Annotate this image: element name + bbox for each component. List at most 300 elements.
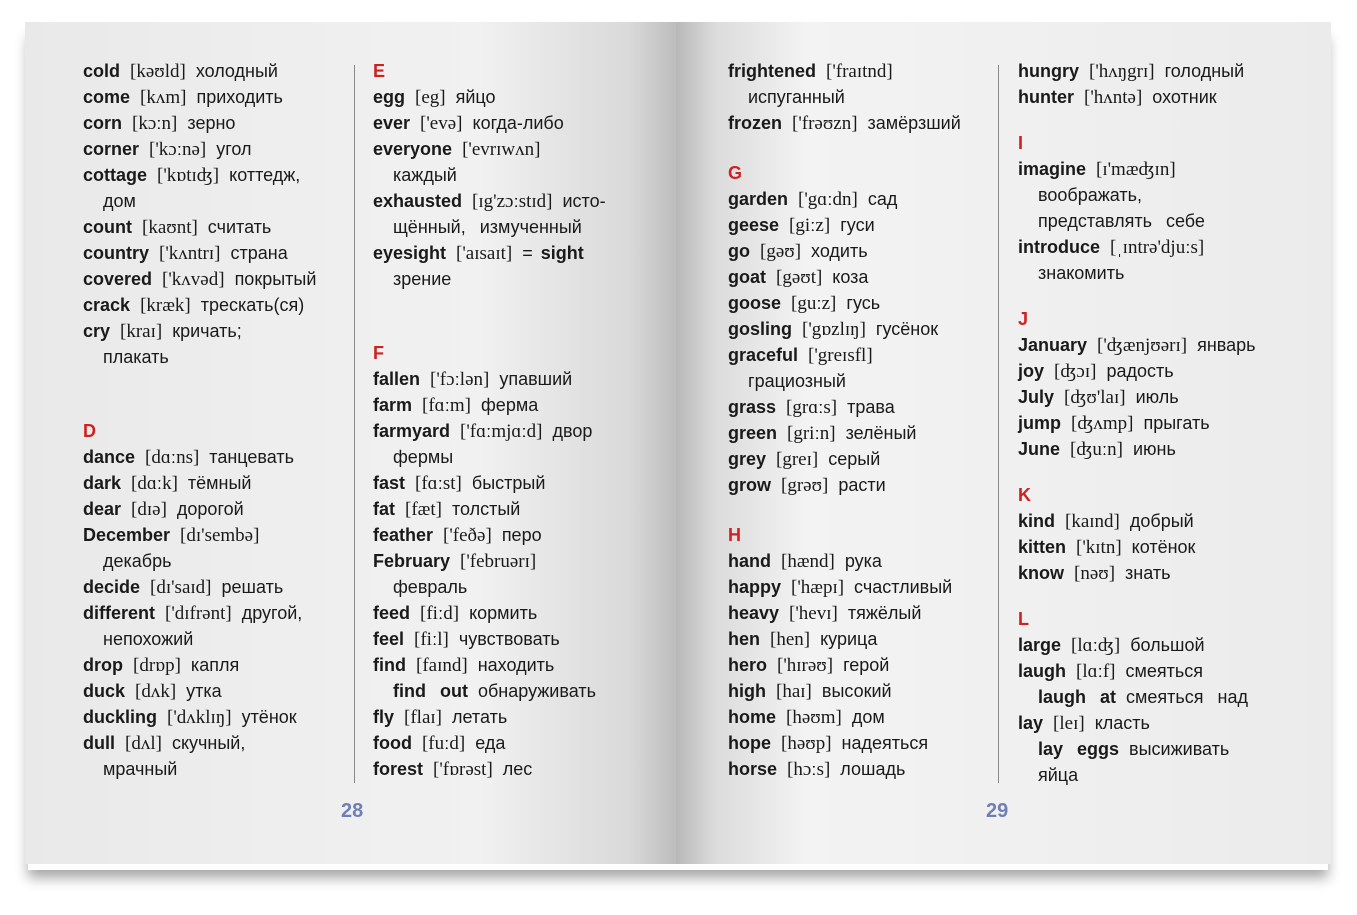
- headword: cry: [83, 321, 111, 341]
- dictionary-entry: [373, 678, 614, 704]
- dictionary-entry: [373, 626, 614, 652]
- headword: country: [83, 243, 150, 263]
- letter-section: [728, 160, 969, 186]
- headword: February: [373, 551, 451, 571]
- translation: серый: [828, 449, 881, 469]
- transcription: [ˌɪntrə'djuːs]: [1110, 237, 1205, 258]
- headword: frozen: [728, 113, 782, 133]
- transcription: [ʤʊ'laɪ]: [1064, 387, 1126, 408]
- dictionary-entry: [83, 470, 324, 496]
- transcription: [gəʊt]: [776, 267, 823, 288]
- translation: толстый: [451, 499, 521, 519]
- translation: когда-либо: [472, 113, 564, 133]
- transcription: ['kɔːnə]: [149, 139, 207, 160]
- transcription: [həʊp]: [781, 733, 832, 754]
- letter-heading: J: [1018, 309, 1029, 329]
- headword: goose: [728, 293, 782, 313]
- translation: голодный: [1164, 61, 1245, 81]
- translation: решать: [221, 577, 284, 597]
- headword: corner: [83, 139, 140, 159]
- translation-continued: фермы: [393, 447, 454, 467]
- dictionary-entry: [83, 704, 324, 730]
- dictionary-entry: [83, 188, 324, 214]
- dictionary-entry: [373, 652, 614, 678]
- letter-heading: E: [373, 61, 386, 81]
- transcription: ['feðə]: [443, 525, 492, 546]
- headword: cold: [83, 61, 121, 81]
- headword: know: [1018, 563, 1065, 583]
- transcription: [hɔːs]: [787, 759, 831, 780]
- transcription: [ʤuːn]: [1070, 439, 1123, 460]
- translation-continued: каждый: [393, 165, 457, 185]
- dictionary-entry: [1018, 534, 1264, 560]
- transcription: [kɔːn]: [132, 113, 178, 134]
- translation: лес: [502, 759, 533, 779]
- headword: dull: [83, 733, 115, 753]
- letter-heading: H: [728, 525, 741, 545]
- page-number-left: 28: [341, 800, 364, 822]
- dictionary-entry: [83, 84, 324, 110]
- transcription: ['dɪfrənt]: [165, 603, 232, 624]
- headword: hungry: [1018, 61, 1079, 81]
- transcription: [drɒp]: [133, 655, 181, 676]
- headword: fat: [373, 499, 395, 519]
- translation-continued: яйца: [1038, 765, 1079, 785]
- transcription: [fiːd]: [420, 603, 460, 624]
- translation: прыгать: [1143, 413, 1210, 433]
- headword: grow: [728, 475, 771, 495]
- headword: farm: [373, 395, 413, 415]
- headword: find: [373, 655, 406, 675]
- headword: exhausted: [373, 191, 463, 211]
- transcription: [guːz]: [791, 293, 837, 314]
- dictionary-entry: [728, 420, 969, 446]
- transcription: [həʊm]: [786, 707, 842, 728]
- headword: large: [1018, 635, 1062, 655]
- transcription: [fɑːst]: [415, 473, 462, 494]
- translation: смеяться над: [1126, 687, 1248, 707]
- dictionary-entry: [83, 600, 324, 626]
- transcription: [kaɪnd]: [1065, 511, 1120, 532]
- transcription: [dʌk]: [135, 681, 177, 702]
- headword: joy: [1018, 361, 1045, 381]
- letter-section: [1018, 606, 1264, 632]
- letter-section: [1018, 306, 1264, 332]
- headword: hen: [728, 629, 761, 649]
- dictionary-entry: [728, 110, 969, 136]
- translation: высиживать: [1129, 739, 1230, 759]
- dictionary-entry: [1018, 156, 1264, 182]
- phrase: lay eggs: [1038, 739, 1120, 759]
- transcription: [ɪg'zɔːstɪd]: [472, 191, 553, 212]
- transcription: [fiːl]: [414, 629, 449, 650]
- translation: лошадь: [840, 759, 906, 779]
- dictionary-entry: [373, 392, 614, 418]
- column-divider: [998, 65, 999, 783]
- translation: дом: [851, 707, 885, 727]
- headword: drop: [83, 655, 123, 675]
- transcription: ['gɑːdn]: [798, 189, 858, 210]
- dictionary-entry: [1018, 658, 1264, 684]
- transcription: [ʤʌmp]: [1071, 413, 1134, 434]
- headword: fast: [373, 473, 406, 493]
- headword: covered: [83, 269, 153, 289]
- transcription: ['aɪsaɪt]: [456, 243, 513, 264]
- dictionary-entry: [373, 574, 614, 600]
- dictionary-entry: [83, 652, 324, 678]
- translation: чувствовать: [458, 629, 560, 649]
- dictionary-entry: [373, 266, 614, 292]
- dictionary-entry: [373, 110, 614, 136]
- translation: утка: [186, 681, 222, 701]
- dictionary-entry: [83, 496, 324, 522]
- dictionary-entry: [83, 548, 324, 574]
- dictionary-entry: [1018, 84, 1264, 110]
- letter-heading: I: [1018, 133, 1024, 153]
- headword: horse: [728, 759, 778, 779]
- headword: introduce: [1018, 237, 1101, 257]
- transcription: ['evrɪwʌn]: [462, 139, 541, 160]
- transcription: ['februərɪ]: [460, 551, 537, 572]
- transcription: [fɑːm]: [422, 395, 471, 416]
- headword: imagine: [1018, 159, 1087, 179]
- transcription: ['evə]: [420, 113, 463, 134]
- dictionary-entry: [83, 162, 324, 188]
- translation: январь: [1197, 335, 1256, 355]
- translation: холодный: [195, 61, 278, 81]
- transcription: [kraɪ]: [120, 321, 163, 342]
- headword: feather: [373, 525, 434, 545]
- headword: food: [373, 733, 412, 753]
- phrase: find out: [393, 681, 468, 701]
- transcription: [fæt]: [405, 499, 442, 520]
- translation: ходить: [811, 241, 868, 261]
- headword: jump: [1018, 413, 1061, 433]
- translation: расти: [838, 475, 886, 495]
- translation: танцевать: [209, 447, 295, 467]
- transcription: [kəʊld]: [130, 61, 186, 82]
- translation: зерно: [187, 113, 236, 133]
- transcription: ['hʌntə]: [1084, 87, 1143, 108]
- dictionary-entry: [83, 266, 324, 292]
- translation: герой: [843, 655, 890, 675]
- dictionary-entry: [373, 162, 614, 188]
- transcription: ['fɔːlən]: [430, 369, 490, 390]
- transcription: ['kɒtɪʤ]: [157, 165, 220, 186]
- dictionary-entry: [373, 730, 614, 756]
- dictionary-entry: [1018, 736, 1264, 762]
- translation: котёнок: [1131, 537, 1196, 557]
- transcription: [grəʊ]: [781, 475, 829, 496]
- transcription: ['ʤænjʊərɪ]: [1097, 335, 1188, 356]
- translation: большой: [1130, 635, 1205, 655]
- transcription: ['hevɪ]: [789, 603, 838, 624]
- translation-continued: февраль: [393, 577, 468, 597]
- translation-continued: воображать,: [1038, 185, 1142, 205]
- headword: fly: [373, 707, 395, 727]
- translation: другой,: [241, 603, 303, 623]
- dictionary-entry: [83, 522, 324, 548]
- dictionary-entry: [83, 136, 324, 162]
- headword: lay: [1018, 713, 1044, 733]
- page-number-right: 29: [986, 800, 1009, 822]
- translation: коттедж,: [229, 165, 301, 185]
- transcription: [greɪ]: [776, 449, 819, 470]
- headword: hunter: [1018, 87, 1074, 107]
- translation-continued: зрение: [393, 269, 452, 289]
- headword: kitten: [1018, 537, 1067, 557]
- headword: kind: [1018, 511, 1056, 531]
- translation: скучный,: [171, 733, 246, 753]
- letter-section: [1018, 482, 1264, 508]
- headword: laugh: [1018, 661, 1066, 681]
- dictionary-entry: [373, 522, 614, 548]
- transcription: ['dʌklɪŋ]: [167, 707, 232, 728]
- dictionary-entry: [83, 240, 324, 266]
- translation: обнаруживать: [477, 681, 596, 701]
- translation: дорогой: [176, 499, 244, 519]
- translation: гуси: [840, 215, 875, 235]
- translation: считать: [207, 217, 272, 237]
- headword: farmyard: [373, 421, 451, 441]
- headword: garden: [728, 189, 789, 209]
- translation: высокий: [821, 681, 892, 701]
- dictionary-entry: [373, 704, 614, 730]
- dictionary-entry: [373, 366, 614, 392]
- transcription: [kʌm]: [140, 87, 187, 108]
- headword: green: [728, 423, 778, 443]
- headword: egg: [373, 87, 406, 107]
- translation: ферма: [481, 395, 539, 415]
- headword: July: [1018, 387, 1055, 407]
- translation: угол: [216, 139, 252, 159]
- translation-continued: дом: [103, 191, 136, 211]
- letter-section: [373, 340, 614, 366]
- transcription: [kaʊnt]: [142, 217, 198, 238]
- dictionary-entry: [728, 574, 969, 600]
- dictionary-entry: [83, 730, 324, 756]
- dictionary-column-1: [83, 58, 324, 782]
- dictionary-entry: [373, 418, 614, 444]
- dictionary-entry: [1018, 182, 1264, 208]
- transcription: [lɑːf]: [1076, 661, 1116, 682]
- dictionary-entry: [373, 188, 614, 214]
- translation: июнь: [1133, 439, 1176, 459]
- transcription: [kræk]: [140, 295, 191, 316]
- dictionary-entry: [1018, 560, 1264, 586]
- dictionary-entry: [83, 574, 324, 600]
- dictionary-entry: [373, 548, 614, 574]
- transcription: [dɪ'saɪd]: [150, 577, 212, 598]
- dictionary-entry: [373, 470, 614, 496]
- translation: покрытый: [234, 269, 317, 289]
- headword: hand: [728, 551, 771, 571]
- dictionary-entry: [1018, 436, 1264, 462]
- dictionary-entry: [728, 704, 969, 730]
- transcription: [dɑːk]: [131, 473, 178, 494]
- letter-section: [373, 58, 614, 84]
- translation: курица: [820, 629, 878, 649]
- transcription: ['fɑːmjɑːd]: [460, 421, 543, 442]
- transcription: [faɪnd]: [416, 655, 468, 676]
- dictionary-entry: [83, 444, 324, 470]
- dictionary-entry: [373, 214, 614, 240]
- dictionary-entry: [83, 626, 324, 652]
- headword: fallen: [373, 369, 421, 389]
- headword: count: [83, 217, 132, 237]
- dictionary-entry: [373, 444, 614, 470]
- headword: ever: [373, 113, 411, 133]
- headword: crack: [83, 295, 131, 315]
- transcription: ['hæpɪ]: [791, 577, 845, 598]
- dictionary-entry: [728, 238, 969, 264]
- dictionary-entry: [728, 316, 969, 342]
- dictionary-entry: [728, 58, 969, 84]
- dictionary-entry: [1018, 358, 1264, 384]
- dictionary-entry: [1018, 260, 1264, 286]
- translation: смеяться: [1125, 661, 1203, 681]
- translation: трава: [847, 397, 895, 417]
- transcription: ['frəʊzn]: [792, 113, 858, 134]
- translation-continued: испуганный: [748, 87, 845, 107]
- transcription: [griːn]: [787, 423, 836, 444]
- headword: home: [728, 707, 777, 727]
- translation: июль: [1135, 387, 1179, 407]
- dictionary-entry: [728, 548, 969, 574]
- translation: зелёный: [845, 423, 917, 443]
- translation: сад: [867, 189, 898, 209]
- dictionary-entry: [728, 652, 969, 678]
- transcription: ['hʌŋgrɪ]: [1089, 61, 1155, 82]
- dictionary-entry: [728, 212, 969, 238]
- dictionary-entry: [83, 678, 324, 704]
- transcription: [haɪ]: [776, 681, 812, 702]
- dictionary-entry: [728, 290, 969, 316]
- translation-continued: представлять себе: [1038, 211, 1205, 231]
- translation: надеяться: [841, 733, 929, 753]
- dictionary-entry: [728, 756, 969, 782]
- dictionary-entry: [1018, 632, 1264, 658]
- headword: dance: [83, 447, 136, 467]
- transcription: ['fraɪtnd]: [826, 61, 893, 82]
- transcription: [dɪ'sembə]: [180, 525, 260, 546]
- translation-continued: щённый, измученный: [393, 217, 582, 237]
- letter-section: [728, 522, 969, 548]
- dictionary-column-2: [373, 58, 614, 782]
- translation-continued: декабрь: [103, 551, 172, 571]
- dictionary-entry: [83, 214, 324, 240]
- headword: high: [728, 681, 766, 701]
- dictionary-entry: [728, 626, 969, 652]
- dictionary-entry: [728, 730, 969, 756]
- translation: рука: [844, 551, 882, 571]
- headword: grey: [728, 449, 767, 469]
- translation-continued: плакать: [103, 347, 169, 367]
- transcription: ['greɪsfl]: [808, 345, 873, 366]
- translation: находить: [477, 655, 555, 675]
- dictionary-entry: [1018, 762, 1264, 788]
- transcription: [fuːd]: [421, 733, 466, 754]
- translation: класть: [1094, 713, 1150, 733]
- translation: яйцо: [455, 87, 496, 107]
- translation: кричать;: [172, 321, 242, 341]
- letter-heading: K: [1018, 485, 1031, 505]
- dictionary-entry: [1018, 208, 1264, 234]
- headword: gosling: [728, 319, 792, 339]
- headword: eyesight: [373, 243, 447, 263]
- translation: приходить: [196, 87, 283, 107]
- dictionary-entry: [728, 394, 969, 420]
- translation: =: [522, 243, 533, 263]
- headword: graceful: [728, 345, 799, 365]
- translation: страна: [230, 243, 288, 263]
- headword: duckling: [83, 707, 158, 727]
- translation: перо: [501, 525, 542, 545]
- headword: different: [83, 603, 155, 623]
- dictionary-entry: [373, 84, 614, 110]
- dictionary-entry: [373, 756, 614, 782]
- headword: dear: [83, 499, 122, 519]
- translation: гусёнок: [875, 319, 939, 339]
- headword: come: [83, 87, 131, 107]
- letter-section: [83, 418, 324, 444]
- translation: еда: [475, 733, 506, 753]
- transcription: ['kʌvəd]: [162, 269, 225, 290]
- headword: feel: [373, 629, 405, 649]
- translation-continued: знакомить: [1038, 263, 1125, 283]
- headword: decide: [83, 577, 141, 597]
- dictionary-entry: [83, 58, 324, 84]
- letter-heading: D: [83, 421, 96, 441]
- transcription: [hænd]: [781, 551, 835, 572]
- dictionary-entry: [728, 678, 969, 704]
- headword: frightened: [728, 61, 816, 81]
- translation: капля: [190, 655, 240, 675]
- transcription: [giːz]: [789, 215, 831, 236]
- translation: тяжёлый: [847, 603, 922, 623]
- dictionary-entry: [373, 240, 614, 266]
- transcription: [hen]: [770, 629, 811, 650]
- transcription: [ɪ'mæʤɪn]: [1096, 159, 1176, 180]
- headword: corn: [83, 113, 123, 133]
- cross-reference: sight: [540, 243, 584, 263]
- dictionary-entry: [1018, 384, 1264, 410]
- translation: знать: [1125, 563, 1171, 583]
- transcription: [dɑːns]: [145, 447, 200, 468]
- translation: трескать(ся): [200, 295, 305, 315]
- headword: forest: [373, 759, 424, 779]
- translation: упавший: [499, 369, 573, 389]
- headword: heavy: [728, 603, 780, 623]
- transcription: [nəʊ]: [1074, 563, 1116, 584]
- dictionary-column-4: [1018, 58, 1264, 788]
- dictionary-entry: [1018, 234, 1264, 260]
- letter-section: [1018, 130, 1264, 156]
- dictionary-entry: [728, 368, 969, 394]
- dictionary-entry: [728, 600, 969, 626]
- dictionary-entry: [728, 84, 969, 110]
- dictionary-entry: [83, 344, 324, 370]
- dictionary-entry: [1018, 58, 1264, 84]
- translation: быстрый: [471, 473, 546, 493]
- phrase: laugh at: [1038, 687, 1117, 707]
- column-divider: [354, 65, 355, 783]
- transcription: ['hɪrəʊ]: [777, 655, 834, 676]
- translation: коза: [832, 267, 869, 287]
- translation: исто-: [562, 191, 606, 211]
- headword: dark: [83, 473, 122, 493]
- transcription: [leɪ]: [1053, 713, 1085, 734]
